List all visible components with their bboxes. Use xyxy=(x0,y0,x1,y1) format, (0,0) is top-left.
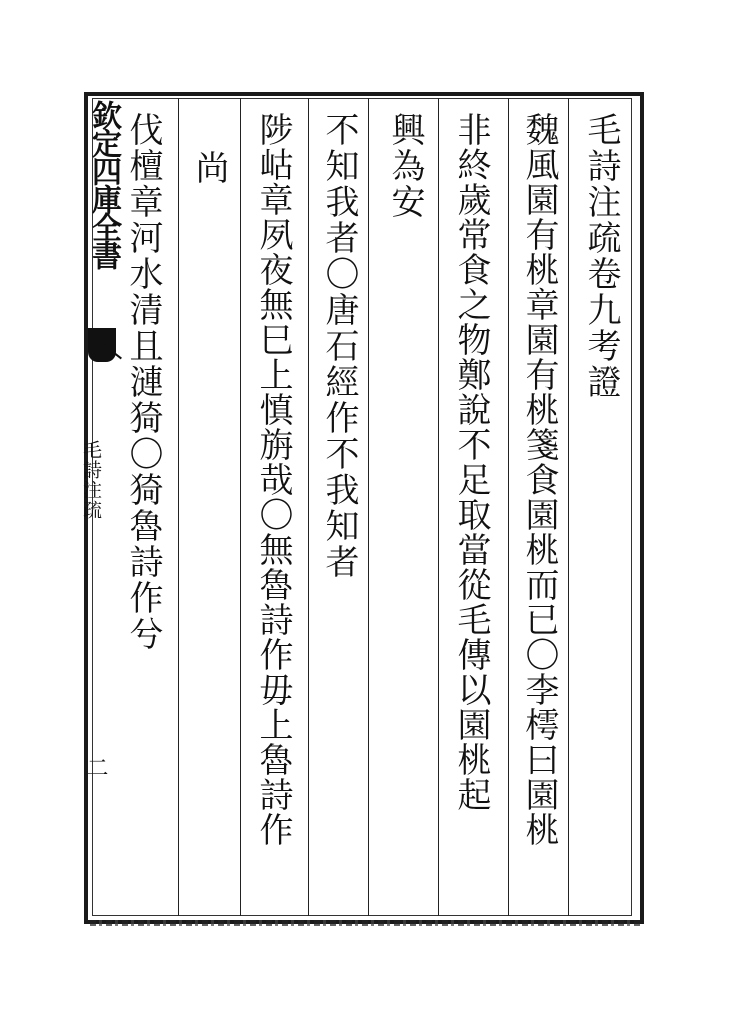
column-divider xyxy=(308,98,309,916)
bottom-border-texture xyxy=(90,920,640,926)
text-column-8: 伐檀章河水清且漣猗〇猗魯詩作兮 xyxy=(123,112,163,652)
gutter-book-title: 毛詩注疏 xyxy=(80,440,102,520)
text-column-3: 非終歲常食之物鄭說不足取當從毛傳以園桃起 xyxy=(451,112,491,812)
text-column-6: 陟岵章夙夜無巳上慎旃哉〇無魯詩作毋上魯詩作 xyxy=(253,112,293,847)
column-divider xyxy=(438,98,439,916)
gutter-page-number: 二 xyxy=(83,756,108,778)
text-column-1: 毛詩注疏卷九考證 xyxy=(581,112,621,400)
column-divider xyxy=(568,98,569,916)
column-divider xyxy=(508,98,509,916)
fishtail-mark xyxy=(88,328,116,362)
column-divider xyxy=(240,98,241,916)
text-column-7: 尚 xyxy=(189,150,229,186)
collection-banner: 欽定四庫全書 xyxy=(86,100,121,268)
column-divider xyxy=(178,98,179,916)
column-divider xyxy=(368,98,369,916)
text-column-4: 興為安 xyxy=(385,112,425,220)
text-column-5: 不知我者〇唐石經作不我知者 xyxy=(319,112,359,580)
text-column-2: 魏風園有桃章園有桃箋食園桃而已〇李樗曰園桃 xyxy=(519,112,559,847)
